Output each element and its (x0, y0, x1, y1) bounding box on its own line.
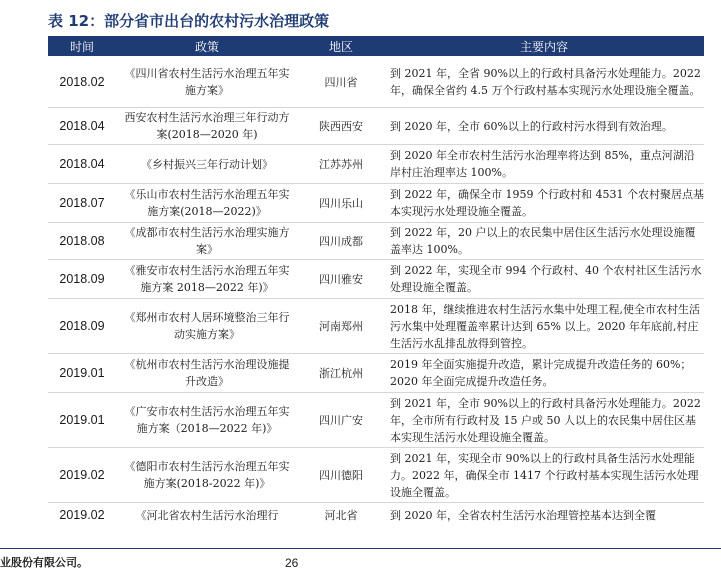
cell-time: 2019.02 (59, 468, 105, 482)
cell-policy: 西安农村生活污水治理三年行动方案(2018—2020 年) (124, 111, 290, 141)
cell-policy: 《杭州市农村生活污水治理设施提升改造》 (124, 358, 290, 388)
cell-region: 四川省 (324, 75, 358, 89)
cell-content: 到 2021 年，实现全市 90%以上的行政村具备生活污水处理能力。2022 年，确保全市 1417 个行政村基本实现生活污水处理设施全覆盖。 (390, 451, 699, 499)
table-title: 表 12：部分省市出台的农村污水治理政策 (48, 12, 330, 30)
cell-policy: 《雅安市农村生活污水治理五年实施方案 2018—2022 年)》 (124, 264, 290, 294)
cell-region: 四川乐山 (319, 197, 363, 210)
table-row (48, 145, 704, 184)
page-number: 26 (285, 556, 299, 570)
cell-region: 河南郑州 (319, 320, 363, 333)
cell-region: 四川雅安 (319, 273, 363, 286)
cell-time: 2019.01 (59, 366, 105, 380)
cell-region: 河北省 (324, 509, 358, 522)
header-content: 主要内容 (519, 39, 568, 54)
cell-content: 到 2022 年，20 户以上的农民集中居住区生活污水处理设施覆盖率达 100%。 (390, 226, 696, 256)
table-row (48, 56, 704, 108)
cell-time: 2018.04 (59, 119, 105, 133)
cell-content: 到 2021 年，全省 90%以上的行政村具备污水处理能力。2022 年，确保全省约 4.5 万个行政村基本实现污水处理设施全覆盖。 (390, 66, 701, 97)
table-row (48, 448, 704, 503)
cell-region: 四川德阳 (319, 469, 363, 482)
footer-disclaimer: 业股份有限公司。 (0, 556, 88, 569)
table-row (48, 299, 704, 354)
cell-policy: 《河北省农村生活污水治理行 (135, 508, 279, 522)
cell-region: 浙江杭州 (319, 367, 363, 380)
table-row (48, 503, 704, 527)
cell-content: 到 2020 年，全市 60%以上的行政村污水得到有效治理。 (390, 119, 673, 133)
table-header (48, 36, 704, 56)
header-region: 地区 (328, 39, 353, 54)
table-row (48, 393, 704, 448)
cell-content: 到 2022 年，确保全市 1959 个行政村和 4531 个农村聚居点基本实现污水处理设施全覆盖。 (390, 188, 704, 218)
cell-content: 2018 年，继续推进农村生活污水集中处理工程,使全市农村生活污水集中处理覆盖率累计达到 65% 以上。2020 年年底前,村庄生活污水乱排乱放得到管控。 (390, 302, 700, 350)
cell-time: 2018.08 (59, 234, 105, 248)
cell-policy: 《德阳市农村生活污水治理五年实施方案(2018-2022 年)》 (124, 460, 290, 490)
header-policy: 政策 (194, 39, 219, 54)
cell-region: 陕西西安 (319, 120, 363, 133)
cell-time: 2018.02 (59, 74, 105, 89)
cell-time: 2018.04 (59, 157, 105, 171)
cell-region: 四川广安 (319, 414, 363, 427)
cell-content: 到 2020 年，全省农村生活污水治理管控基本达到全覆 (390, 508, 656, 522)
cell-time: 2018.09 (59, 272, 105, 286)
table-row (48, 184, 704, 223)
cell-policy: 《成都市农村生活污水治理实施方案》 (124, 226, 290, 256)
cell-content: 到 2020 年全市农村生活污水治理率将达到 85%，重点河湖沿岸村庄治理率达 100%。 (390, 149, 695, 179)
table-row (48, 354, 704, 393)
cell-region: 四川成都 (319, 235, 363, 248)
table-row (48, 108, 704, 145)
cell-policy: 《乐山市农村生活污水治理五年实施方案(2018—2022)》 (124, 188, 290, 218)
cell-time: 2019.02 (59, 508, 105, 522)
cell-time: 2018.07 (59, 196, 105, 210)
cell-policy: 《郑州市农村人居环境整治三年行动实施方案》 (124, 311, 290, 341)
footer-divider (0, 548, 721, 549)
policy-table (48, 36, 704, 527)
cell-policy: 《四川省农村生活污水治理五年实施方案》 (124, 66, 290, 97)
cell-policy: 《乡村振兴三年行动计划》 (141, 157, 273, 171)
cell-time: 2019.01 (59, 413, 105, 427)
cell-time: 2018.09 (59, 319, 105, 333)
cell-policy: 《广安市农村生活污水治理五年实施方案（2018—2022 年)》 (124, 405, 290, 435)
cell-content: 到 2022 年，实现全市 994 个行政村、40 个农村社区生活污水处理设施全覆盖。 (390, 264, 702, 294)
table-row (48, 260, 704, 299)
header-time: 时间 (69, 39, 94, 54)
table-row (48, 223, 704, 260)
cell-region: 江苏苏州 (319, 158, 363, 171)
cell-content: 2019 年全面实施提升改造，累计完成提升改造任务的 60%；2020 年全面完成提升改造任务。 (390, 358, 692, 388)
cell-content: 到 2021 年，全市 90%以上的行政村具备污水处理能力。2022 年，全市所有行政村及 15 户或 50 人以上的农民集中居住区基本实现生活污水处理设施全覆盖。 (390, 396, 701, 444)
